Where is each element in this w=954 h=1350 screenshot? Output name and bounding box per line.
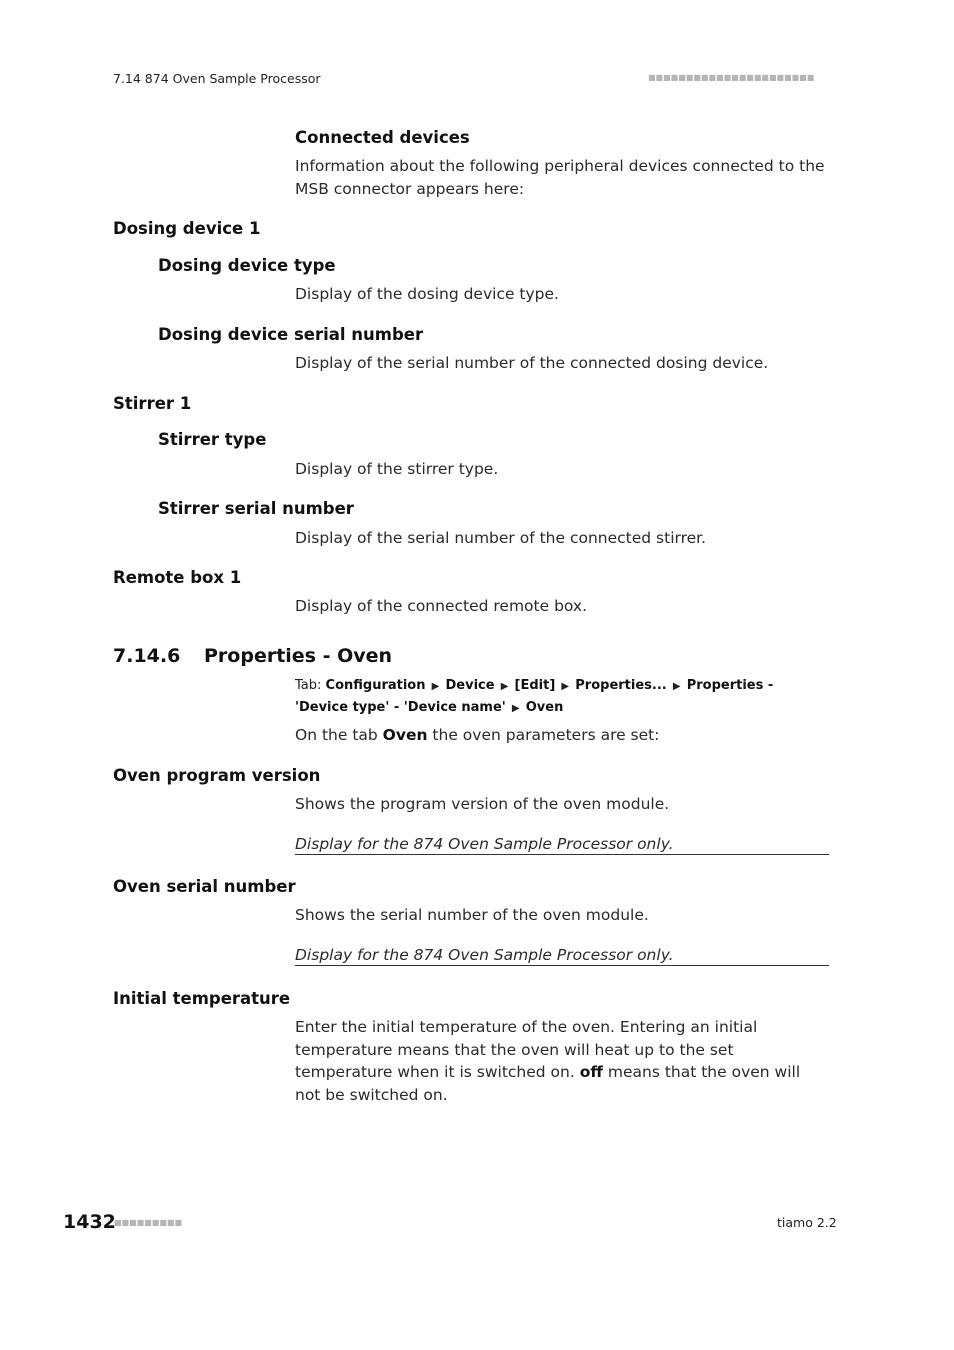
stirrer-heading: Stirrer 1	[113, 394, 192, 413]
remote-box-text: Display of the connected remote box.	[295, 597, 588, 615]
path-arrow-icon: ▶	[500, 681, 509, 692]
initial-temperature-text-before: Enter the initial temperature of the oven. Entering an initial temperature means that the oven will heat up to the set temperature when it is switched on.	[295, 1018, 758, 1081]
oven-program-version-text: Shows the program version of the oven module.	[295, 795, 670, 813]
dosing-device-serial-label: Dosing device serial number	[158, 325, 424, 344]
section-number: 7.14.6	[113, 645, 181, 667]
tab-navigation-path	[295, 675, 830, 719]
stirrer-serial-label: Stirrer serial number	[158, 499, 354, 518]
stirrer-type-text: Display of the stirrer type.	[295, 460, 499, 478]
product-name: tiamo 2.2	[777, 1215, 837, 1230]
initial-temperature-text-after: means that the oven will not be switched on.	[295, 1063, 801, 1104]
connected-devices-text: Information about the following peripheral devices connected to the MSB connector appears here:	[295, 157, 825, 198]
footer-decoration: ■■■■■■■■■	[114, 1218, 183, 1227]
connected-devices-heading: Connected devices	[295, 128, 470, 147]
initial-temperature-heading: Initial temperature	[113, 989, 291, 1008]
path-arrow-icon: ▶	[511, 703, 520, 714]
stirrer-type-label: Stirrer type	[158, 430, 267, 449]
oven-serial-number-heading: Oven serial number	[113, 877, 296, 896]
oven-program-version-heading: Oven program version	[113, 766, 321, 785]
path-oven: Oven	[525, 700, 564, 715]
tab-prefix: Tab:	[295, 678, 322, 693]
path-arrow-icon: ▶	[672, 681, 681, 692]
initial-temperature-off-value: off	[579, 1063, 603, 1081]
intro-text-after: the oven parameters are set:	[427, 726, 660, 744]
oven-serial-number-note: Display for the 874 Oven Sample Processor only.	[295, 946, 829, 966]
intro-text-before: On the tab	[295, 726, 383, 744]
path-properties-device: Properties - 'Device type' - 'Device name'	[295, 678, 774, 715]
oven-serial-number-text: Shows the serial number of the oven module.	[295, 906, 649, 924]
dosing-device-serial-text: Display of the serial number of the connected dosing device.	[295, 354, 769, 372]
remote-box-heading: Remote box 1	[113, 568, 242, 587]
oven-program-version-note: Display for the 874 Oven Sample Processor only.	[295, 835, 829, 855]
section-intro	[295, 724, 830, 747]
stirrer-serial-text: Display of the serial number of the connected stirrer.	[295, 529, 707, 547]
dosing-device-type-label: Dosing device type	[158, 256, 336, 275]
page-number: 1432	[63, 1211, 116, 1233]
intro-tab-name: Oven	[382, 726, 428, 744]
section-title: Properties - Oven	[204, 645, 393, 667]
path-arrow-icon: ▶	[561, 681, 570, 692]
path-arrow-icon: ▶	[431, 681, 440, 692]
path-properties: Properties...	[575, 678, 667, 693]
dosing-device-type-text: Display of the dosing device type.	[295, 285, 559, 303]
path-configuration: Configuration	[325, 678, 426, 693]
running-header: 7.14 874 Oven Sample Processor	[113, 71, 321, 86]
initial-temperature-text	[295, 1016, 830, 1106]
path-edit: [Edit]	[514, 678, 556, 693]
dosing-device-heading: Dosing device 1	[113, 219, 261, 238]
path-device: Device	[445, 678, 495, 693]
header-decoration: ■■■■■■■■■■■■■■■■■■■■■■	[648, 73, 815, 82]
